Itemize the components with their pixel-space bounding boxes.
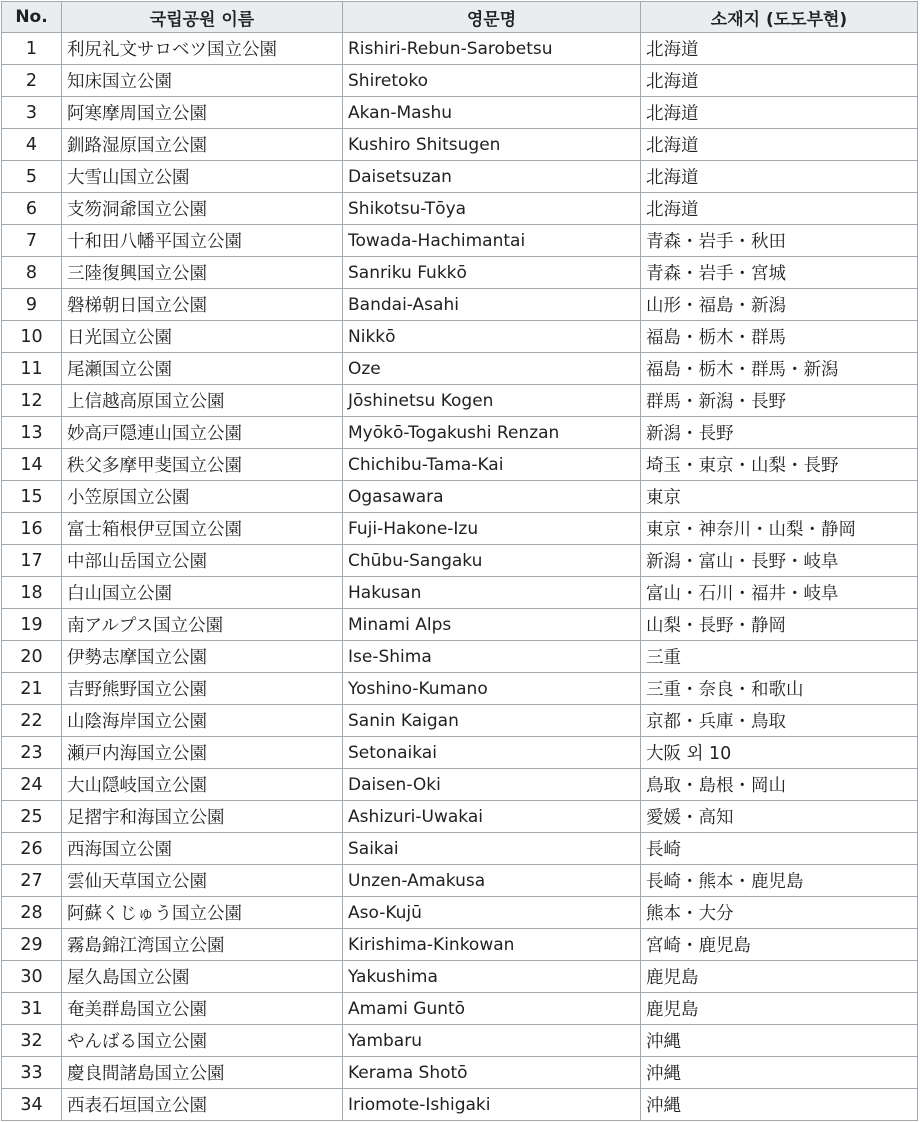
table-row	[2, 385, 918, 417]
table-row	[2, 577, 918, 609]
park-name-cell: 西表石垣国立公園	[62, 1089, 343, 1121]
table-row	[2, 961, 918, 993]
english-name-cell: Nikkō	[343, 321, 641, 353]
park-name-cell: 山陰海岸国立公園	[62, 705, 343, 737]
english-name-cell: Myōkō-Togakushi Renzan	[343, 417, 641, 449]
english-name-cell: Ogasawara	[343, 481, 641, 513]
header-no: No.	[2, 2, 62, 33]
location-cell: 長崎	[641, 833, 918, 865]
english-name-cell: Rishiri-Rebun-Sarobetsu	[343, 33, 641, 65]
row-number-cell: 20	[2, 641, 62, 673]
table-row	[2, 865, 918, 897]
row-number-cell: 27	[2, 865, 62, 897]
english-name-cell: Yambaru	[343, 1025, 641, 1057]
english-name-cell: Bandai-Asahi	[343, 289, 641, 321]
park-name-cell: 小笠原国立公園	[62, 481, 343, 513]
park-name-cell: 上信越高原国立公園	[62, 385, 343, 417]
location-cell: 鹿児島	[641, 993, 918, 1025]
english-name-cell: Chichibu-Tama-Kai	[343, 449, 641, 481]
table-row	[2, 225, 918, 257]
row-number-cell: 17	[2, 545, 62, 577]
english-name-cell: Daisen-Oki	[343, 769, 641, 801]
row-number-cell: 28	[2, 897, 62, 929]
row-number-cell: 31	[2, 993, 62, 1025]
park-name-cell: 尾瀬国立公園	[62, 353, 343, 385]
table-row	[2, 833, 918, 865]
table-row	[2, 641, 918, 673]
location-cell: 北海道	[641, 65, 918, 97]
english-name-cell: Shikotsu-Tōya	[343, 193, 641, 225]
english-name-cell: Setonaikai	[343, 737, 641, 769]
park-name-cell: 慶良間諸島国立公園	[62, 1057, 343, 1089]
location-cell: 三重・奈良・和歌山	[641, 673, 918, 705]
table-row	[2, 1089, 918, 1121]
english-name-cell: Sanriku Fukkō	[343, 257, 641, 289]
location-cell: 宮崎・鹿児島	[641, 929, 918, 961]
park-name-cell: 伊勢志摩国立公園	[62, 641, 343, 673]
location-cell: 沖縄	[641, 1089, 918, 1121]
table-row	[2, 545, 918, 577]
location-cell: 愛媛・高知	[641, 801, 918, 833]
table-row	[2, 705, 918, 737]
table-row	[2, 769, 918, 801]
location-cell: 青森・岩手・秋田	[641, 225, 918, 257]
row-number-cell: 19	[2, 609, 62, 641]
row-number-cell: 30	[2, 961, 62, 993]
english-name-cell: Yakushima	[343, 961, 641, 993]
park-name-cell: 三陸復興国立公園	[62, 257, 343, 289]
row-number-cell: 16	[2, 513, 62, 545]
location-cell: 山梨・長野・静岡	[641, 609, 918, 641]
location-cell: 新潟・富山・長野・岐阜	[641, 545, 918, 577]
row-number-cell: 2	[2, 65, 62, 97]
row-number-cell: 23	[2, 737, 62, 769]
location-cell: 鳥取・島根・岡山	[641, 769, 918, 801]
header-location: 소재지 (도도부현)	[641, 2, 918, 33]
park-name-cell: やんばる国立公園	[62, 1025, 343, 1057]
location-cell: 福島・栃木・群馬・新潟	[641, 353, 918, 385]
park-name-cell: 磐梯朝日国立公園	[62, 289, 343, 321]
park-name-cell: 十和田八幡平国立公園	[62, 225, 343, 257]
location-cell: 沖縄	[641, 1025, 918, 1057]
table-row	[2, 353, 918, 385]
park-name-cell: 中部山岳国立公園	[62, 545, 343, 577]
english-name-cell: Hakusan	[343, 577, 641, 609]
row-number-cell: 26	[2, 833, 62, 865]
row-number-cell: 25	[2, 801, 62, 833]
table-row	[2, 289, 918, 321]
row-number-cell: 4	[2, 129, 62, 161]
location-cell: 群馬・新潟・長野	[641, 385, 918, 417]
table-row	[2, 897, 918, 929]
english-name-cell: Amami Guntō	[343, 993, 641, 1025]
location-cell: 三重	[641, 641, 918, 673]
row-number-cell: 29	[2, 929, 62, 961]
row-number-cell: 9	[2, 289, 62, 321]
row-number-cell: 14	[2, 449, 62, 481]
table-row	[2, 1057, 918, 1089]
location-cell: 大阪 외 10	[641, 737, 918, 769]
english-name-cell: Shiretoko	[343, 65, 641, 97]
location-cell: 東京・神奈川・山梨・静岡	[641, 513, 918, 545]
location-cell: 沖縄	[641, 1057, 918, 1089]
row-number-cell: 34	[2, 1089, 62, 1121]
location-cell: 富山・石川・福井・岐阜	[641, 577, 918, 609]
table-header-row	[2, 2, 918, 33]
row-number-cell: 21	[2, 673, 62, 705]
table-row	[2, 737, 918, 769]
table-row	[2, 609, 918, 641]
park-name-cell: 大山隠岐国立公園	[62, 769, 343, 801]
park-name-cell: 妙高戸隠連山国立公園	[62, 417, 343, 449]
table-row	[2, 97, 918, 129]
park-name-cell: 西海国立公園	[62, 833, 343, 865]
park-name-cell: 支笏洞爺国立公園	[62, 193, 343, 225]
park-name-cell: 霧島錦江湾国立公園	[62, 929, 343, 961]
park-name-cell: 吉野熊野国立公園	[62, 673, 343, 705]
row-number-cell: 5	[2, 161, 62, 193]
table-row	[2, 129, 918, 161]
table-row	[2, 1025, 918, 1057]
location-cell: 鹿児島	[641, 961, 918, 993]
location-cell: 青森・岩手・宮城	[641, 257, 918, 289]
header-english-name: 영문명	[343, 2, 641, 33]
park-name-cell: 雲仙天草国立公園	[62, 865, 343, 897]
park-name-cell: 白山国立公園	[62, 577, 343, 609]
table-row	[2, 993, 918, 1025]
park-name-cell: 奄美群島国立公園	[62, 993, 343, 1025]
row-number-cell: 15	[2, 481, 62, 513]
park-name-cell: 秩父多摩甲斐国立公園	[62, 449, 343, 481]
park-name-cell: 知床国立公園	[62, 65, 343, 97]
table-row	[2, 321, 918, 353]
location-cell: 北海道	[641, 193, 918, 225]
row-number-cell: 12	[2, 385, 62, 417]
header-park-name: 국립공원 이름	[62, 2, 343, 33]
english-name-cell: Akan-Mashu	[343, 97, 641, 129]
table-row	[2, 417, 918, 449]
english-name-cell: Chūbu-Sangaku	[343, 545, 641, 577]
location-cell: 福島・栃木・群馬	[641, 321, 918, 353]
table-row	[2, 65, 918, 97]
english-name-cell: Saikai	[343, 833, 641, 865]
location-cell: 北海道	[641, 161, 918, 193]
english-name-cell: Unzen-Amakusa	[343, 865, 641, 897]
english-name-cell: Minami Alps	[343, 609, 641, 641]
table-row	[2, 449, 918, 481]
row-number-cell: 7	[2, 225, 62, 257]
row-number-cell: 8	[2, 257, 62, 289]
location-cell: 長崎・熊本・鹿児島	[641, 865, 918, 897]
english-name-cell: Kirishima-Kinkowan	[343, 929, 641, 961]
row-number-cell: 22	[2, 705, 62, 737]
english-name-cell: Fuji-Hakone-Izu	[343, 513, 641, 545]
park-name-cell: 南アルプス国立公園	[62, 609, 343, 641]
location-cell: 埼玉・東京・山梨・長野	[641, 449, 918, 481]
english-name-cell: Kerama Shotō	[343, 1057, 641, 1089]
park-name-cell: 瀬戸内海国立公園	[62, 737, 343, 769]
row-number-cell: 33	[2, 1057, 62, 1089]
location-cell: 熊本・大分	[641, 897, 918, 929]
park-name-cell: 足摺宇和海国立公園	[62, 801, 343, 833]
table-row	[2, 513, 918, 545]
english-name-cell: Kushiro Shitsugen	[343, 129, 641, 161]
english-name-cell: Ise-Shima	[343, 641, 641, 673]
park-name-cell: 利尻礼文サロベツ国立公園	[62, 33, 343, 65]
location-cell: 北海道	[641, 33, 918, 65]
table-row	[2, 481, 918, 513]
table-row	[2, 257, 918, 289]
english-name-cell: Sanin Kaigan	[343, 705, 641, 737]
national-parks-table	[1, 1, 918, 1121]
table-row	[2, 33, 918, 65]
row-number-cell: 24	[2, 769, 62, 801]
park-name-cell: 屋久島国立公園	[62, 961, 343, 993]
location-cell: 山形・福島・新潟	[641, 289, 918, 321]
row-number-cell: 1	[2, 33, 62, 65]
park-name-cell: 富士箱根伊豆国立公園	[62, 513, 343, 545]
park-name-cell: 阿寒摩周国立公園	[62, 97, 343, 129]
table-body	[2, 33, 918, 1121]
english-name-cell: Jōshinetsu Kogen	[343, 385, 641, 417]
english-name-cell: Aso-Kujū	[343, 897, 641, 929]
table-row	[2, 801, 918, 833]
location-cell: 北海道	[641, 97, 918, 129]
row-number-cell: 11	[2, 353, 62, 385]
english-name-cell: Towada-Hachimantai	[343, 225, 641, 257]
english-name-cell: Oze	[343, 353, 641, 385]
location-cell: 新潟・長野	[641, 417, 918, 449]
row-number-cell: 13	[2, 417, 62, 449]
row-number-cell: 3	[2, 97, 62, 129]
row-number-cell: 18	[2, 577, 62, 609]
location-cell: 東京	[641, 481, 918, 513]
park-name-cell: 日光国立公園	[62, 321, 343, 353]
location-cell: 京都・兵庫・鳥取	[641, 705, 918, 737]
location-cell: 北海道	[641, 129, 918, 161]
park-name-cell: 阿蘇くじゅう国立公園	[62, 897, 343, 929]
table-row	[2, 673, 918, 705]
table-row	[2, 193, 918, 225]
row-number-cell: 6	[2, 193, 62, 225]
park-name-cell: 大雪山国立公園	[62, 161, 343, 193]
english-name-cell: Iriomote-Ishigaki	[343, 1089, 641, 1121]
row-number-cell: 32	[2, 1025, 62, 1057]
row-number-cell: 10	[2, 321, 62, 353]
english-name-cell: Daisetsuzan	[343, 161, 641, 193]
park-name-cell: 釧路湿原国立公園	[62, 129, 343, 161]
table-row	[2, 929, 918, 961]
english-name-cell: Ashizuri-Uwakai	[343, 801, 641, 833]
english-name-cell: Yoshino-Kumano	[343, 673, 641, 705]
table-row	[2, 161, 918, 193]
